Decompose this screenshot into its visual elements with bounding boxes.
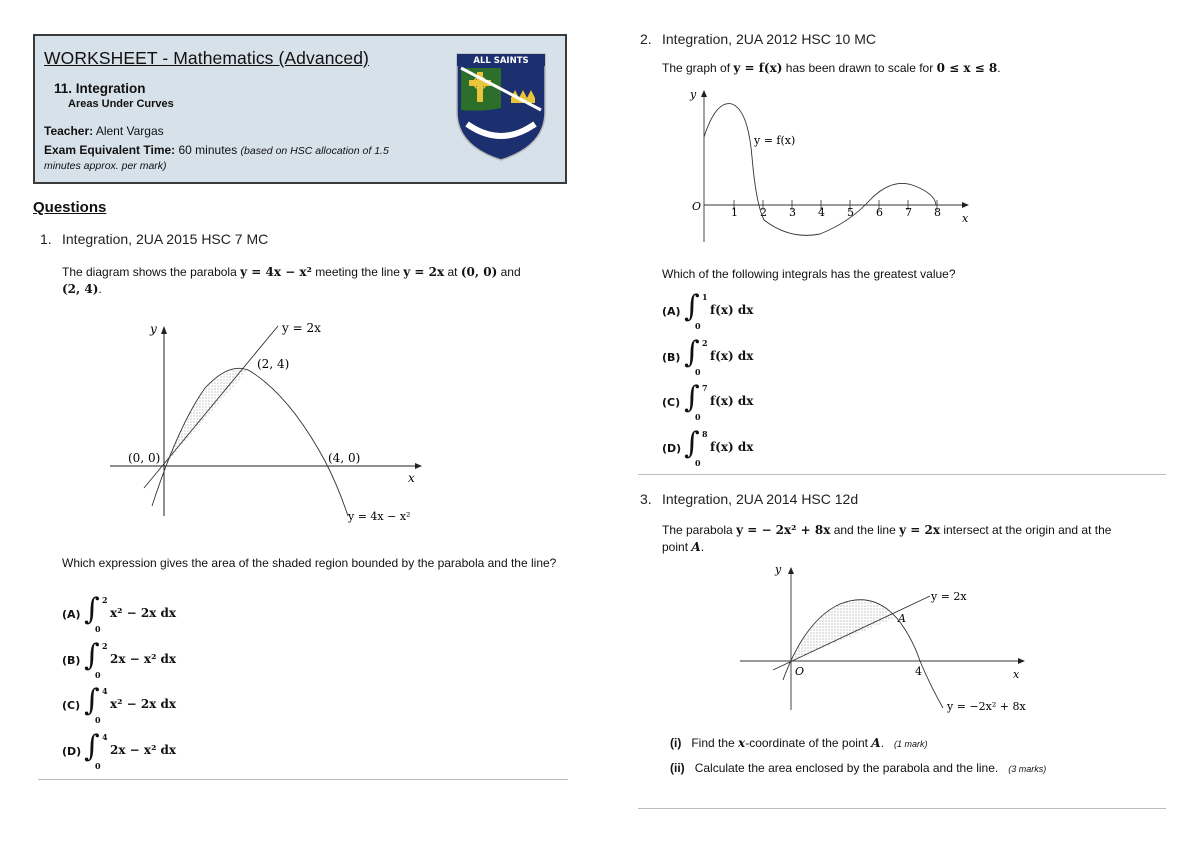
lower-limit: 0 xyxy=(695,366,701,377)
integral-sign: ∫ xyxy=(84,728,100,764)
q1-shaded-region xyxy=(164,370,247,466)
exam-time-line xyxy=(44,143,424,173)
upper-limit: 2 xyxy=(102,595,108,605)
q3-text: The parabola y = − 2x² + 8x and the line y = 2x intersect at the origin and at the point A. xyxy=(662,523,1112,554)
q2-number: 2. xyxy=(640,31,652,47)
option-label: (A) xyxy=(62,608,81,621)
q3-graph xyxy=(735,560,1035,716)
teacher-label: Teacher: xyxy=(44,124,94,138)
upper-limit: 2 xyxy=(702,337,708,348)
q2-tick-label: 8 xyxy=(934,206,941,219)
teacher-line xyxy=(44,124,164,138)
q2-label-curve: y = f(x) xyxy=(754,134,796,147)
q2-tick-label: 2 xyxy=(760,206,767,219)
integral-sign: ∫ xyxy=(84,637,100,673)
integrand: 2x − x² dx xyxy=(110,742,177,757)
exam-time-note: (based on HSC allocation of 1.5 minutes approx. per mark) xyxy=(44,145,389,172)
q3-part-ii-label: (ii) xyxy=(670,761,685,775)
integral-sign: ∫ xyxy=(684,380,700,415)
q2-text: The graph of y = f(x) has been drawn to scale for 0 ≤ x ≤ 8. xyxy=(662,61,1001,75)
q3-divider xyxy=(638,808,1166,809)
q1-divider xyxy=(38,779,568,780)
integrand: f(x) dx xyxy=(710,348,754,363)
q3-label-4: 4 xyxy=(915,665,922,678)
teacher-name: Alent Vargas xyxy=(95,124,164,138)
q1-prompt: Which expression gives the area of the shaded region bounded by the parabola and the line? xyxy=(62,556,557,570)
topic-subtitle: Areas Under Curves xyxy=(68,98,174,110)
lower-limit: 0 xyxy=(695,457,701,468)
q3-label-a: A xyxy=(898,612,906,625)
option-label: (C) xyxy=(62,699,81,712)
q1-text: The diagram shows the parabola y = 4x − x² meeting the line y = 2x at (0, 0) and (2, 4). xyxy=(62,265,521,296)
questions-heading: Questions xyxy=(33,199,107,216)
q2-label-x: x xyxy=(962,212,969,225)
integral-sign: ∫ xyxy=(84,592,100,627)
integral-sign: ∫ xyxy=(684,334,700,370)
upper-limit: 1 xyxy=(702,292,708,302)
q3-part-ii: (ii) Calculate the area enclosed by the parabola and the line. (3 marks) xyxy=(670,761,1047,775)
upper-limit: 4 xyxy=(102,731,108,742)
lower-limit: 0 xyxy=(95,715,101,725)
option-label: (B) xyxy=(62,653,81,667)
option-label: (D) xyxy=(662,441,682,455)
q3-shaded-region xyxy=(791,600,895,661)
q3-label-line: y = 2x xyxy=(931,590,967,603)
q3-eq-parabola: y = − 2x² + 8x xyxy=(736,523,831,537)
q1-label-p40: (4, 0) xyxy=(328,451,361,465)
q3-label-origin: O xyxy=(795,665,805,678)
q3-label-x: x xyxy=(1013,668,1020,681)
exam-time-value: 60 minutes xyxy=(178,143,238,157)
q3-part-i: (i) Find the x-coordinate of the point A. (1 mark) xyxy=(670,736,928,750)
integrand: x² − 2x dx xyxy=(110,697,177,711)
q1-label-p00: (0, 0) xyxy=(128,451,161,465)
q2-title: Integration, 2UA 2012 HSC 10 MC xyxy=(662,31,877,47)
q2-tick-label: 4 xyxy=(818,206,825,219)
q2-divider xyxy=(638,474,1166,475)
q2-tick-label: 3 xyxy=(789,206,796,219)
worksheet-title: WORKSHEET - Mathematics (Advanced) xyxy=(44,48,369,68)
q1-title: Integration, 2UA 2015 HSC 7 MC xyxy=(62,231,269,247)
school-crest-logo xyxy=(453,50,549,162)
q1-eq-parabola: y = 4x − x² xyxy=(240,265,312,279)
lower-limit: 0 xyxy=(95,624,101,634)
integrand: f(x) dx xyxy=(710,439,754,454)
integrand: x² − 2x dx xyxy=(110,606,177,620)
option-label: (B) xyxy=(662,350,681,364)
option-label: (A) xyxy=(662,305,681,318)
q2-tick-label: 1 xyxy=(731,206,738,219)
integral-sign: ∫ xyxy=(84,683,100,718)
lower-limit: 0 xyxy=(695,321,701,331)
integral-sign: ∫ xyxy=(684,425,700,461)
q3-number: 3. xyxy=(640,491,652,507)
q1-point-24: (2, 4) xyxy=(62,282,99,296)
q2-tick-label: 7 xyxy=(905,206,912,219)
integrand: 2x − x² dx xyxy=(110,651,177,666)
lower-limit: 0 xyxy=(95,760,101,771)
q1-point-origin: (0, 0) xyxy=(460,265,498,279)
q3-part-i-label: (i) xyxy=(670,736,682,750)
q3-part-i-marks: (1 mark) xyxy=(893,739,928,749)
upper-limit: 2 xyxy=(102,640,108,651)
q1-eq-line: y = 2x xyxy=(403,265,445,279)
q3-label-parabola: y = −2x² + 8x xyxy=(947,700,1026,713)
option-label: (D) xyxy=(62,744,82,758)
topic-title: 11. Integration xyxy=(54,81,146,96)
exam-time-label: Exam Equivalent Time: xyxy=(44,143,176,157)
q1-label-y: y xyxy=(150,322,157,336)
upper-limit: 8 xyxy=(702,428,708,439)
lower-limit: 0 xyxy=(95,669,101,680)
integrand: f(x) dx xyxy=(710,394,754,408)
q1-graph xyxy=(100,316,430,526)
upper-limit: 4 xyxy=(102,686,108,696)
q2-prompt: Which of the following integrals has the greatest value? xyxy=(662,267,956,281)
q1-number: 1. xyxy=(40,231,52,247)
worksheet-header xyxy=(33,34,567,184)
q3-part-ii-marks: (3 marks) xyxy=(1008,764,1047,774)
q2-range: 0 ≤ x ≤ 8 xyxy=(936,61,998,75)
q3-point-a: A xyxy=(691,540,701,554)
q1-label-x: x xyxy=(408,471,415,485)
q1-label-p24: (2, 4) xyxy=(257,357,290,371)
q2-label-origin: O xyxy=(692,200,702,213)
q2-eq: y = f(x) xyxy=(733,61,783,75)
q3-title: Integration, 2UA 2014 HSC 12d xyxy=(662,491,859,507)
integrand: f(x) dx xyxy=(710,303,754,317)
q2-tick-label: 6 xyxy=(876,206,883,219)
upper-limit: 7 xyxy=(702,383,708,393)
q1-label-line: y = 2x xyxy=(282,321,321,335)
q2-graph xyxy=(680,82,980,250)
q2-label-y: y xyxy=(690,88,697,101)
q3-label-y: y xyxy=(775,563,782,576)
lower-limit: 0 xyxy=(695,412,701,422)
svg-text:ALL SAINTS: ALL SAINTS xyxy=(473,56,529,66)
q3-eq-line: y = 2x xyxy=(899,523,940,537)
q1-label-parabola: y = 4x − x² xyxy=(348,510,411,523)
option-label: (C) xyxy=(662,396,681,409)
integral-sign: ∫ xyxy=(684,289,700,324)
q2-tick-label: 5 xyxy=(847,206,854,219)
